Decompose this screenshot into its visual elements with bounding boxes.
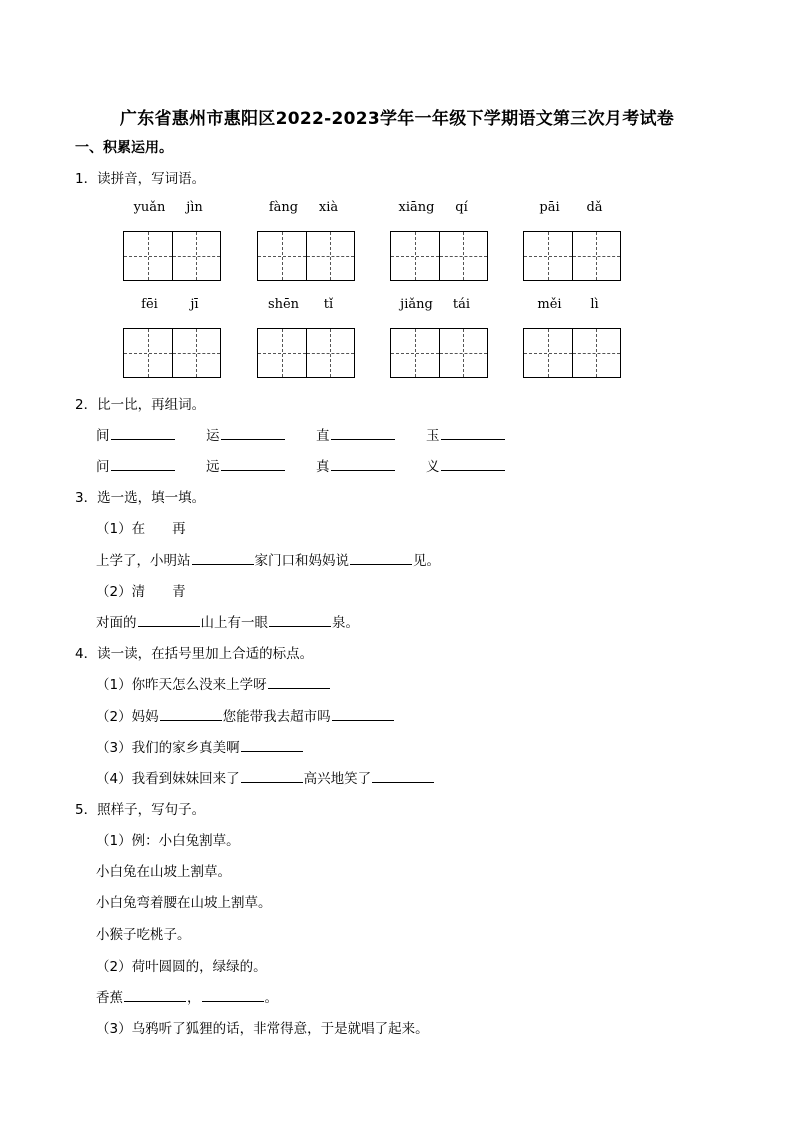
- writing-grid[interactable]: [257, 231, 355, 281]
- question-2-label: 2．比一比，再组词。: [75, 397, 206, 413]
- example-line: （2）荷叶圆圆的，绿绿的。: [96, 959, 267, 975]
- writing-grid[interactable]: [390, 231, 488, 281]
- writing-grid[interactable]: [123, 231, 221, 281]
- pinyin: fēi: [141, 297, 158, 312]
- compare-item: 问: [96, 455, 176, 475]
- compare-item: 玉: [426, 424, 506, 444]
- compare-item: 直: [316, 424, 396, 444]
- answer-blank[interactable]: [331, 456, 395, 471]
- answer-blank[interactable]: [372, 768, 434, 783]
- punctuation-line: （4）我看到妹妹回来了 高兴地笑了: [96, 767, 435, 787]
- answer-blank[interactable]: [268, 674, 330, 689]
- question-5-label: 5．照样子，写句子。: [75, 802, 206, 818]
- fill-sentence: 上学了，小明站 家门口和妈妈说 见。: [96, 549, 440, 569]
- writing-grid[interactable]: [257, 328, 355, 378]
- pinyin: fàng: [268, 200, 299, 215]
- pinyin: pāi: [539, 200, 560, 215]
- section-heading: 一、积累运用。: [75, 140, 173, 156]
- pinyin: jiǎng: [400, 297, 433, 312]
- question-1-label: 1．读拼音，写词语。: [75, 171, 206, 187]
- compare-item: 间: [96, 424, 176, 444]
- answer-blank[interactable]: [350, 550, 412, 565]
- answer-blank[interactable]: [202, 987, 264, 1002]
- answer-blank[interactable]: [138, 612, 200, 627]
- answer-blank[interactable]: [241, 768, 303, 783]
- pinyin: měi: [537, 297, 562, 312]
- exam-title: 广东省惠州市惠阳区2022-2023学年一年级下学期语文第三次月考试卷: [119, 109, 675, 129]
- pinyin: yuǎn: [133, 200, 166, 215]
- writing-grid[interactable]: [390, 328, 488, 378]
- answer-blank[interactable]: [160, 706, 222, 721]
- writing-grid[interactable]: [523, 231, 621, 281]
- pinyin: tǐ: [323, 297, 334, 312]
- compare-item: 义: [426, 455, 506, 475]
- options-line: （2）清 青: [96, 584, 186, 600]
- compare-item: 运: [206, 424, 286, 444]
- pinyin: shēn: [267, 297, 300, 312]
- punctuation-line: （1）你昨天怎么没来上学呀: [96, 673, 331, 693]
- fill-sentence: 对面的 山上有一眼 泉。: [96, 611, 359, 631]
- answer-blank[interactable]: [241, 737, 303, 752]
- answer-blank[interactable]: [441, 425, 505, 440]
- writing-grid[interactable]: [523, 328, 621, 378]
- pinyin: dǎ: [586, 200, 603, 215]
- answer-blank[interactable]: [111, 425, 175, 440]
- example-line: （1）例：小白兔割草。: [96, 833, 240, 849]
- pinyin: qí: [455, 200, 468, 215]
- answer-blank[interactable]: [331, 425, 395, 440]
- question-4-label: 4．读一读，在括号里加上合适的标点。: [75, 646, 314, 662]
- answer-blank[interactable]: [441, 456, 505, 471]
- compare-item: 真: [316, 455, 396, 475]
- answer-blank[interactable]: [192, 550, 254, 565]
- options-line: （1）在 再: [96, 521, 186, 537]
- answer-blank[interactable]: [124, 987, 186, 1002]
- pinyin-row-1: [0, 200, 794, 220]
- example-line: 小白兔在山坡上割草。: [96, 864, 231, 880]
- writing-grid[interactable]: [123, 328, 221, 378]
- pinyin: lì: [590, 297, 599, 312]
- punctuation-line: （3）我们的家乡真美啊: [96, 736, 304, 756]
- example-line: 小白兔弯着腰在山坡上割草。: [96, 895, 272, 911]
- pinyin: xiāng: [398, 200, 435, 215]
- example-line: （3）乌鸦听了狐狸的话，非常得意，于是就唱了起来。: [96, 1021, 429, 1037]
- pinyin: xià: [318, 200, 339, 215]
- fill-sentence: 香蕉 ， 。: [96, 986, 278, 1006]
- answer-blank[interactable]: [221, 425, 285, 440]
- pinyin: jìn: [186, 200, 203, 215]
- answer-blank[interactable]: [111, 456, 175, 471]
- punctuation-line: （2）妈妈 您能带我去超市吗: [96, 705, 395, 725]
- compare-item: 远: [206, 455, 286, 475]
- question-3-label: 3．选一选，填一填。: [75, 490, 206, 506]
- answer-blank[interactable]: [269, 612, 331, 627]
- answer-blank[interactable]: [221, 456, 285, 471]
- pinyin: tái: [452, 297, 471, 312]
- pinyin: jī: [190, 297, 199, 312]
- answer-blank[interactable]: [332, 706, 394, 721]
- pinyin-row-2: [0, 297, 794, 317]
- prompt-line: 小猴子吃桃子。: [96, 927, 191, 943]
